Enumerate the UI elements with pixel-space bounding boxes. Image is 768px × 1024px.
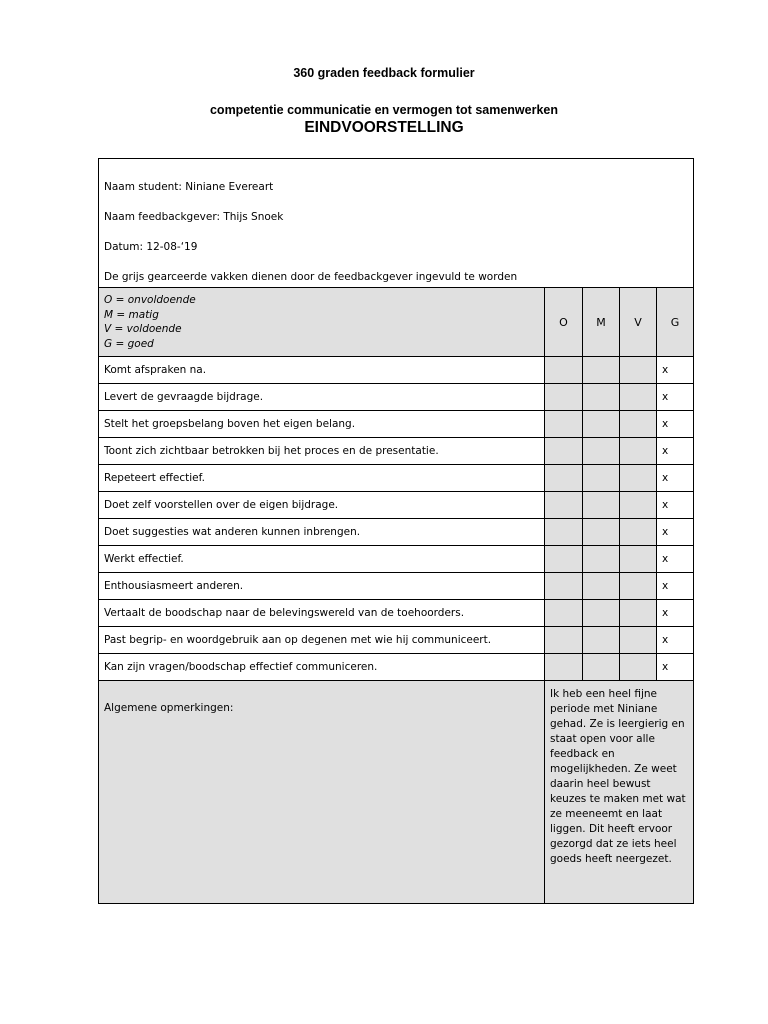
rating-cell-m[interactable]: [583, 600, 620, 627]
rating-cell-v[interactable]: [620, 411, 657, 438]
rating-cell-o[interactable]: [545, 492, 583, 519]
rating-mark: x: [662, 499, 669, 511]
table-row: [99, 357, 694, 384]
rating-cell-g[interactable]: [657, 384, 694, 411]
table-row: [99, 384, 694, 411]
criterion-label: Doet suggesties wat anderen kunnen inbrengen.: [99, 519, 545, 546]
column-header-g: G: [657, 288, 694, 357]
table-row: [99, 519, 694, 546]
rating-cell-v[interactable]: [620, 627, 657, 654]
rating-cell-g[interactable]: [657, 465, 694, 492]
rating-cell-g[interactable]: [657, 438, 694, 465]
form-title: 360 graden feedback formulier: [293, 66, 475, 80]
feedback-table: [98, 158, 694, 904]
legend: [99, 288, 545, 357]
info-block: [99, 159, 694, 288]
rating-cell-g[interactable]: [657, 411, 694, 438]
rating-cell-g[interactable]: [657, 627, 694, 654]
instruction-note: De grijs gearceerde vakken dienen door de feedbackgever ingevuld te worden: [104, 271, 518, 283]
form-subtitle: competentie communicatie en vermogen tot samenwerken: [209, 103, 559, 117]
table-row: [99, 492, 694, 519]
rating-cell-v[interactable]: [620, 654, 657, 681]
rating-cell-v[interactable]: [620, 519, 657, 546]
rating-mark: x: [662, 526, 669, 538]
remarks-text: Ik heb een heel fijne periode met Niniane gehad. Ze is leergierig en staat open voor alle feedback en mogelijkheden. Ze weet daarin heel bewust keuzes te maken met wat ze meeneemt en laat liggen. Dit heeft ervoor gezorgd dat ze iets heel goeds heeft neergezet.: [545, 681, 694, 904]
form-heading: EINDVOORSTELLING: [304, 119, 464, 136]
criterion-label: Toont zich zichtbaar betrokken bij het proces en de presentatie.: [99, 438, 545, 465]
table-row: [99, 546, 694, 573]
rating-cell-m[interactable]: [583, 627, 620, 654]
criterion-label: Komt afspraken na.: [99, 357, 545, 384]
rating-mark: x: [662, 364, 669, 376]
rating-cell-m[interactable]: [583, 384, 620, 411]
rating-cell-m[interactable]: [583, 573, 620, 600]
rating-cell-v[interactable]: [620, 546, 657, 573]
column-header-o: O: [545, 288, 583, 357]
legend-o: O = onvoldoende: [104, 294, 196, 306]
table-row: [99, 438, 694, 465]
rating-mark: x: [662, 580, 669, 592]
rating-cell-m[interactable]: [583, 438, 620, 465]
rating-cell-v[interactable]: [620, 438, 657, 465]
rating-cell-v[interactable]: [620, 384, 657, 411]
criterion-label: Doet zelf voorstellen over de eigen bijdrage.: [99, 492, 545, 519]
criterion-label: Enthousiasmeert anderen.: [99, 573, 545, 600]
rating-mark: x: [662, 391, 669, 403]
rating-cell-m[interactable]: [583, 546, 620, 573]
rating-cell-o[interactable]: [545, 600, 583, 627]
rating-cell-o[interactable]: [545, 546, 583, 573]
rating-cell-m[interactable]: [583, 357, 620, 384]
legend-v: V = voldoende: [104, 323, 182, 335]
criterion-label: Levert de gevraagde bijdrage.: [99, 384, 545, 411]
criterion-label: Past begrip- en woordgebruik aan op degenen met wie hij communiceert.: [99, 627, 545, 654]
rating-mark: x: [662, 661, 669, 673]
remarks-label: Algemene opmerkingen:: [99, 681, 545, 904]
legend-m: M = matig: [104, 308, 159, 321]
rating-cell-v[interactable]: [620, 492, 657, 519]
rating-cell-o[interactable]: [545, 519, 583, 546]
rating-mark: x: [662, 418, 669, 430]
table-row: [99, 600, 694, 627]
legend-g: G = goed: [104, 337, 154, 350]
feedbackgever-name: Naam feedbackgever: Thijs Snoek: [104, 211, 284, 223]
rating-cell-g[interactable]: [657, 357, 694, 384]
rating-cell-g[interactable]: [657, 492, 694, 519]
criterion-label: Werkt effectief.: [99, 546, 545, 573]
rating-mark: x: [662, 634, 669, 646]
table-row: [99, 654, 694, 681]
column-header-m: M: [583, 288, 620, 357]
rating-mark: x: [662, 553, 669, 565]
criteria-list: [99, 357, 694, 681]
student-name: Naam student: Niniane Evereart: [104, 181, 274, 193]
criterion-label: Vertaalt de boodschap naar de belevingswereld van de toehoorders.: [99, 600, 545, 627]
criterion-label: Stelt het groepsbelang boven het eigen belang.: [99, 411, 545, 438]
rating-cell-v[interactable]: [620, 573, 657, 600]
rating-mark: x: [662, 472, 669, 484]
column-header-v: V: [620, 288, 657, 357]
criterion-label: Repeteert effectief.: [99, 465, 545, 492]
rating-cell-g[interactable]: [657, 519, 694, 546]
rating-cell-o[interactable]: [545, 438, 583, 465]
rating-cell-v[interactable]: [620, 600, 657, 627]
rating-cell-o[interactable]: [545, 573, 583, 600]
rating-cell-m[interactable]: [583, 519, 620, 546]
rating-cell-m[interactable]: [583, 465, 620, 492]
rating-cell-o[interactable]: [545, 465, 583, 492]
rating-cell-g[interactable]: [657, 546, 694, 573]
rating-cell-m[interactable]: [583, 492, 620, 519]
rating-cell-m[interactable]: [583, 654, 620, 681]
table-row: [99, 465, 694, 492]
rating-cell-m[interactable]: [583, 411, 620, 438]
rating-cell-g[interactable]: [657, 573, 694, 600]
rating-cell-o[interactable]: [545, 627, 583, 654]
rating-mark: x: [662, 607, 669, 619]
rating-cell-o[interactable]: [545, 411, 583, 438]
rating-cell-o[interactable]: [545, 357, 583, 384]
rating-cell-o[interactable]: [545, 654, 583, 681]
rating-cell-v[interactable]: [620, 465, 657, 492]
rating-cell-o[interactable]: [545, 384, 583, 411]
criterion-label: Kan zijn vragen/boodschap effectief communiceren.: [99, 654, 545, 681]
date: Datum: 12-08-‘19: [104, 241, 198, 253]
table-row: [99, 627, 694, 654]
table-row: [99, 411, 694, 438]
rating-cell-g[interactable]: [657, 600, 694, 627]
table-row: [99, 573, 694, 600]
rating-mark: x: [662, 445, 669, 457]
rating-cell-g[interactable]: [657, 654, 694, 681]
rating-cell-v[interactable]: [620, 357, 657, 384]
